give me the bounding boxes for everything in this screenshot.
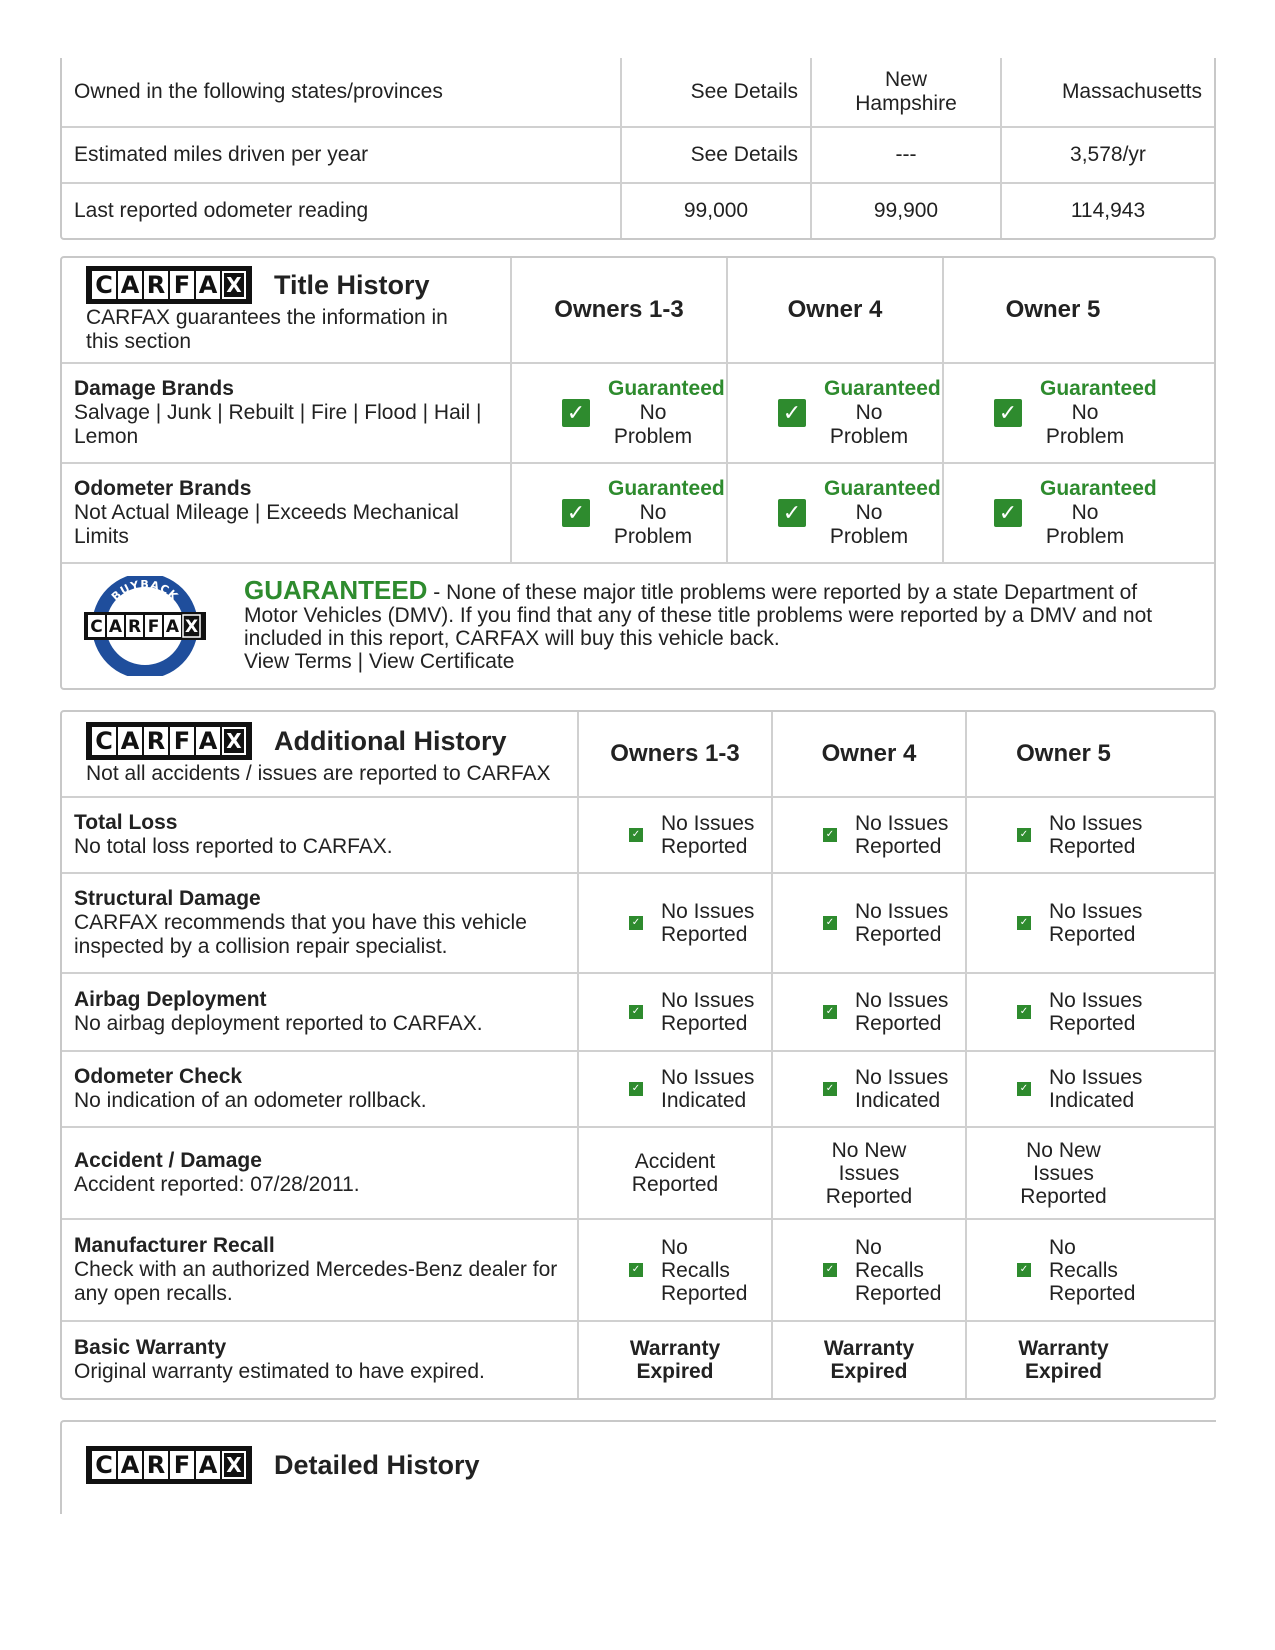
svg-text:GUARANTEE: GUARANTEE — [110, 641, 180, 668]
table-row — [62, 128, 1214, 184]
section-title: Title History — [274, 270, 430, 300]
check-icon: ✓ — [823, 916, 837, 930]
check-icon: ✓ — [1017, 828, 1031, 842]
row-label — [62, 464, 512, 562]
status-cell — [773, 1052, 967, 1126]
check-icon: ✓ — [778, 499, 806, 527]
guarantee-cell — [944, 464, 1162, 562]
status-cell — [579, 1128, 773, 1218]
row-label: Last reported odometer reading — [62, 184, 622, 238]
check-icon: ✓ — [562, 499, 590, 527]
status-text: No New Issues Reported — [1020, 1138, 1107, 1208]
guaranteed-label: Guaranteed — [608, 477, 725, 500]
see-details-link[interactable]: See Details — [622, 58, 812, 126]
section-header — [62, 1422, 1216, 1508]
row-description: CARFAX recommends that you have this vehicle inspected by a collision repair specialist. — [74, 911, 527, 958]
section-header — [62, 258, 1214, 364]
row-title: Structural Damage — [74, 887, 261, 910]
see-details-link[interactable]: See Details — [622, 128, 812, 182]
status-cell — [579, 1052, 773, 1126]
guarantee-text — [244, 575, 1194, 673]
row-label — [62, 364, 512, 462]
check-icon: ✓ — [823, 828, 837, 842]
check-icon: ✓ — [823, 1005, 837, 1019]
check-icon: ✓ — [994, 399, 1022, 427]
status-text: No New Issues Reported — [825, 1138, 913, 1208]
section-header-left — [62, 712, 579, 796]
table-row — [62, 1128, 1214, 1220]
check-icon: ✓ — [823, 1263, 837, 1277]
row-label — [62, 1052, 579, 1126]
title-history-section — [60, 256, 1216, 690]
section-subtitle: Not all accidents / issues are reported to CARFAX — [86, 762, 551, 785]
check-icon: ✓ — [1017, 1005, 1031, 1019]
section-header — [62, 712, 1214, 798]
row-label — [62, 1128, 579, 1218]
status-text: No Issues Indicated — [855, 1066, 949, 1112]
status-text: No Issues Reported — [855, 989, 949, 1035]
status-text: No Problem — [613, 401, 693, 448]
table-row — [62, 874, 1214, 974]
row-title: Damage Brands — [74, 377, 234, 400]
detailed-history-section — [60, 1420, 1216, 1514]
check-icon: ✓ — [562, 399, 590, 427]
table-row — [62, 184, 1214, 238]
status-cell — [967, 1128, 1160, 1218]
status-text: Warranty Expired — [823, 1337, 915, 1383]
check-icon: ✓ — [823, 1082, 837, 1096]
status-cell — [773, 1322, 967, 1398]
status-cell — [579, 1322, 773, 1398]
status-text: No Issues Reported — [855, 900, 949, 946]
row-description: No airbag deployment reported to CARFAX. — [74, 1012, 483, 1035]
row-title: Odometer Check — [74, 1065, 243, 1088]
owner-column-header: Owner 4 — [773, 712, 967, 796]
check-icon: ✓ — [629, 916, 643, 930]
guarantee-cell — [512, 364, 728, 462]
miles-value: 3,578/yr — [1070, 143, 1146, 166]
check-icon: ✓ — [629, 1005, 643, 1019]
svg-text:A: A — [165, 617, 180, 637]
row-title: Odometer Brands — [74, 477, 252, 500]
check-icon: ✓ — [1017, 1263, 1031, 1277]
row-title: Airbag Deployment — [74, 988, 267, 1011]
row-description: Check with an authorized Mercedes-Benz dealer for any open recalls. — [74, 1258, 558, 1305]
row-title: Accident / Damage — [74, 1149, 262, 1172]
table-row — [62, 974, 1214, 1052]
carfax-logo: C A R F A X — [86, 722, 252, 760]
status-text: No Issues Reported — [1049, 989, 1143, 1035]
carfax-logo: C A R F A X — [86, 1446, 252, 1484]
status-cell — [773, 1128, 967, 1218]
status-text: No Issues Reported — [1049, 900, 1143, 946]
guaranteed-label: Guaranteed — [608, 377, 725, 400]
status-text: No Issues Reported — [661, 900, 755, 946]
guaranteed-label: Guaranteed — [1040, 477, 1157, 500]
status-text: No Issues Reported — [661, 812, 755, 858]
owner-column-header: Owners 1-3 — [512, 258, 728, 362]
svg-text:C: C — [90, 617, 103, 637]
table-row — [62, 1052, 1214, 1128]
guaranteed-headline: GUARANTEED — [244, 575, 428, 605]
row-label — [62, 1322, 579, 1398]
status-cell — [579, 874, 773, 972]
status-text: Accident Reported — [631, 1150, 719, 1196]
status-cell — [967, 798, 1160, 872]
status-text: No Problem — [829, 401, 909, 448]
row-description: No total loss reported to CARFAX. — [74, 835, 393, 858]
status-text: Warranty Expired — [1018, 1337, 1109, 1383]
buyback-guarantee — [62, 564, 1214, 688]
guaranteed-label: Guaranteed — [824, 477, 941, 500]
status-text: No Recalls Reported — [855, 1235, 942, 1305]
row-title: Total Loss — [74, 811, 178, 834]
row-label — [62, 1220, 579, 1320]
owner-column-header: Owner 4 — [728, 258, 944, 362]
row-description: Salvage | Junk | Rebuilt | Fire | Flood | Hail | Lemon — [74, 401, 482, 448]
check-icon: ✓ — [629, 1082, 643, 1096]
status-cell — [967, 1052, 1160, 1126]
odometer-value: 99,000 — [622, 184, 812, 238]
status-cell — [579, 798, 773, 872]
section-subtitle: CARFAX guarantees the information in this section — [86, 306, 448, 353]
row-label — [62, 874, 579, 972]
guarantee-cell — [728, 464, 944, 562]
guaranteed-label: Guaranteed — [1040, 377, 1157, 400]
row-label — [62, 798, 579, 872]
guaranteed-label: Guaranteed — [824, 377, 941, 400]
row-description: Original warranty estimated to have expired. — [74, 1360, 485, 1383]
odometer-value: 114,943 — [1070, 199, 1146, 222]
row-label: Estimated miles driven per year — [62, 128, 622, 182]
svg-text:R: R — [127, 617, 142, 637]
section-header-left — [62, 258, 512, 362]
status-text: No Problem — [829, 501, 909, 548]
table-row — [62, 798, 1214, 874]
additional-history-section — [60, 710, 1216, 1400]
status-text: No Problem — [1045, 501, 1125, 548]
status-text: No Issues Indicated — [1049, 1066, 1143, 1112]
row-description: No indication of an odometer rollback. — [74, 1089, 427, 1112]
svg-text:BUYBACK: BUYBACK — [109, 577, 181, 604]
status-cell — [773, 974, 967, 1050]
odometer-value: 99,900 — [812, 184, 1002, 238]
state-value: New Hampshire — [812, 58, 1002, 126]
status-cell — [773, 874, 967, 972]
owner-column-header: Owners 1-3 — [579, 712, 773, 796]
check-icon: ✓ — [629, 1263, 643, 1277]
table-row — [62, 464, 1214, 564]
table-row — [62, 364, 1214, 464]
guarantee-cell — [512, 464, 728, 562]
status-cell — [967, 874, 1160, 972]
row-label: Owned in the following states/provinces — [62, 58, 622, 126]
table-row — [62, 1220, 1214, 1322]
svg-text:F: F — [147, 617, 160, 637]
row-description: Accident reported: 07/28/2011. — [74, 1173, 360, 1196]
table-row — [62, 1322, 1214, 1398]
carfax-logo: C A R F A X — [86, 266, 252, 304]
table-row — [62, 58, 1214, 128]
status-text: Warranty Expired — [629, 1337, 721, 1383]
svg-text:X: X — [184, 617, 199, 637]
row-description: Not Actual Mileage | Exceeds Mechanical Limits — [74, 501, 459, 548]
status-text: No Issues Indicated — [661, 1066, 755, 1112]
status-text: No Recalls Reported — [661, 1235, 748, 1305]
status-text: No Issues Reported — [1049, 812, 1143, 858]
row-label — [62, 974, 579, 1050]
guarantee-cell — [944, 364, 1162, 462]
status-text: No Problem — [613, 501, 693, 548]
status-cell — [967, 1220, 1160, 1320]
status-text: No Problem — [1045, 401, 1125, 448]
check-icon: ✓ — [994, 499, 1022, 527]
owner-column-header: Owner 5 — [1016, 740, 1111, 767]
status-cell — [579, 974, 773, 1050]
status-text: No Issues Reported — [661, 989, 755, 1035]
status-cell — [773, 798, 967, 872]
status-text: No Recalls Reported — [1049, 1235, 1136, 1305]
row-title: Manufacturer Recall — [74, 1234, 275, 1257]
owner-column-header: Owner 5 — [1005, 296, 1101, 323]
row-title: Basic Warranty — [74, 1336, 227, 1359]
guarantee-body: - None of these major title problems were reported by a state Department of Motor Vehicles (DMV). If you find that any of these title problems were reported by a DMV and not included in this report, CARFAX will buy this vehicle back. — [244, 581, 1153, 650]
guarantee-cell — [728, 364, 944, 462]
status-cell — [579, 1220, 773, 1320]
svg-text:A: A — [108, 617, 123, 637]
state-value: Massachusetts — [1061, 80, 1202, 103]
buyback-seal-icon — [82, 576, 208, 676]
check-icon: ✓ — [629, 828, 643, 842]
section-title: Additional History — [274, 726, 507, 756]
status-cell — [967, 1322, 1160, 1398]
guarantee-links[interactable]: View Terms | View Certificate — [244, 650, 515, 673]
check-icon: ✓ — [778, 399, 806, 427]
owner-summary-table — [60, 58, 1216, 240]
status-cell — [773, 1220, 967, 1320]
check-icon: ✓ — [1017, 1082, 1031, 1096]
status-cell — [967, 974, 1160, 1050]
status-text: No Issues Reported — [855, 812, 949, 858]
check-icon: ✓ — [1017, 916, 1031, 930]
miles-value: --- — [812, 128, 1002, 182]
section-title: Detailed History — [274, 1449, 480, 1480]
